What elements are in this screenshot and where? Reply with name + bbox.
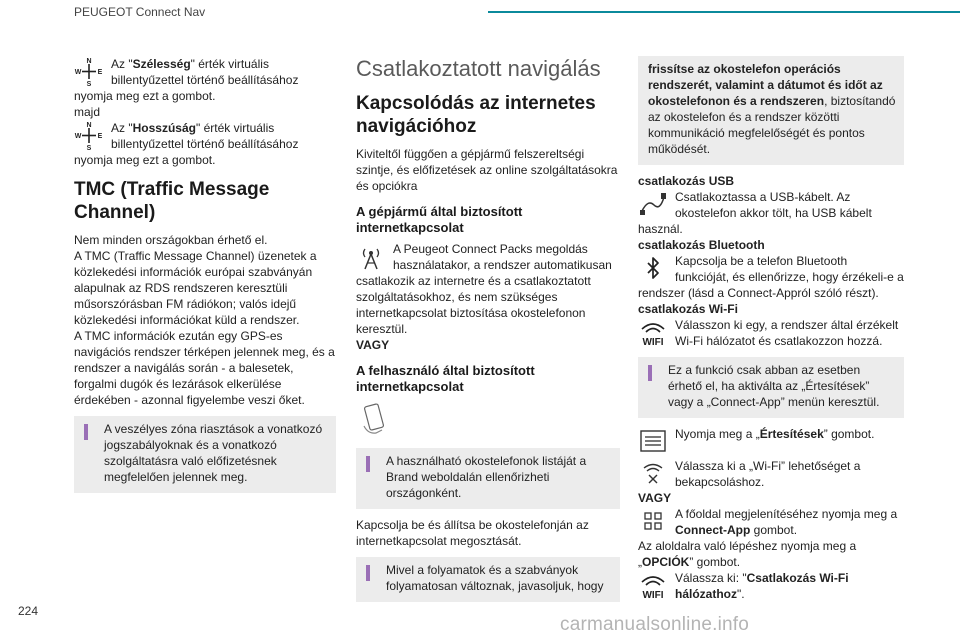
svg-text:S: S [86,81,92,86]
wifi-heading: csatlakozás Wi-Fi [638,302,738,316]
note-danger-zone: A veszélyes zóna riasztások a vonatkozó jogszabályoknak és a vonatkozó szolgáltatásra való előfizetésnek megfelelően jelennek meg. [74,416,336,493]
vagy-text: VAGY [638,491,672,505]
notifications-instruction: Nyomja meg a „Értesítések” gombot. [638,426,904,458]
vagy-text: VAGY [356,338,390,352]
watermark: carmanualsonline.info [560,614,750,635]
compass-icon[interactable] [74,120,104,150]
vehicle-connection-text: A Peugeot Connect Packs megoldás használatakor, a rendszer automatikusan csatlakozik az internetre és a csatlakoztatott szolgáltatásokhoz, és nem szükséges internetkapcsolat biztosítása okostelefonon keresztül. [356,242,612,336]
smartphone-hand-icon [356,400,394,438]
majd-text: majd [74,105,101,119]
wifi-instruction: WIFI Válasszon ki egy, a rendszer által érzékelt Wi-Fi hálózatot és csatlakozzon hozzá. [638,317,904,349]
connection-heading: Kapcsolódás az internetes navigációhoz [356,93,596,137]
usb-heading: csatlakozás USB [638,174,735,188]
tmc-availability: Nem minden országokban érhető el. [74,233,268,247]
smartphone-illustration [356,400,620,440]
connect-app-instruction: A főoldal megjelenítéséhez nyomja meg a Connect-App gombot. [638,506,904,538]
bluetooth-instruction: Kapcsolja be a telefon Bluetooth funkcióját, és ellenőrizze, hogy érzékeli-e a rendszer (lásd a Connect-Appról szóló részt). [638,254,904,300]
svg-text:S: S [86,145,92,150]
notifications-icon[interactable] [638,426,668,456]
share-instruction: Kapcsolja be és állítsa be okostelefonján az internetkapcsolat megosztását. [356,518,589,548]
page-number: 224 [18,604,39,618]
tmc-description: A TMC (Traffic Message Channel) üzenetek a közlekedési információk európai szabványán alapulnak az RDS rendszeren keresztüli műsorszórásban FM rádiókon; valós idejű közlekedési információkat küld a rendszer. [74,249,317,327]
wifi-icon[interactable] [638,570,668,600]
note-function-availability: Ez a funkció csak abban az esetben érhető el, ha aktiválta az „Értesítések” vagy a „Connect-App” menün keresztül. [638,357,904,418]
note-smartphone-list: A használható okostelefonok listáját a Brand weboldalán ellenőrizheti országonként. [356,448,620,509]
usb-instruction: Csatlakoztassa a USB-kábelt. Az okostelefon akkor tölt, ha USB kábelt használ. [638,190,872,236]
apps-grid-icon[interactable] [638,506,668,536]
latitude-instruction: N S W E Az "Szélesség" érték virtuális billentyűzettel történő beállításához nyomja meg ezt a gombot. [74,57,299,103]
wifi-select-instruction: Válassza ki a „Wi-Fi” lehetőséget a bekapcsoláshoz. [638,458,904,490]
wifi-toggle-icon[interactable] [638,458,668,488]
user-connection-heading: A felhasználó által biztosított internetkapcsolat [356,363,535,394]
running-header: PEUGEOT Connect Nav [74,5,206,19]
connection-intro: Kiviteltől függően a gépjármű felszereltségi szintje, és előfizetések az online szolgáltatásokra és opciókra [356,147,618,193]
bluetooth-heading: csatlakozás Bluetooth [638,238,765,252]
column-1 [74,56,336,501]
usb-cable-icon [638,189,668,219]
note-update-continued: frissítse az okostelefon operációs rendszerét, valamint a dátumot és időt az okostelefonon és a rendszeren, biztosítandó az okostelefon és a rendszer közötti kommunikáció megfelelőségét és pontos működését. [638,56,904,165]
options-instruction: Az aloldalra való lépéshez nyomja meg a „OPCIÓK” gombot. [638,539,857,569]
svg-text:E: E [97,133,103,140]
header-accent-bar [488,11,960,13]
svg-text:N: N [86,122,92,129]
section-title: Csatlakoztatott navigálás [356,56,601,81]
column-3 [638,56,904,602]
wifi-icon[interactable] [638,317,668,347]
svg-text:W: W [74,69,82,76]
svg-text:E: E [97,69,103,76]
svg-text:WIFI: WIFI [642,590,664,600]
svg-text:W: W [74,133,82,140]
tmc-usage: A TMC információk ezután egy GPS-es navigációs rendszer térképen jelennek meg, és a rendszer a navigálás során - a balesetek, forgalmi dugók és lezárások elkerülése érdekében - azonnal figyelembe veszi őket. [74,329,335,407]
svg-text:WIFI: WIFI [642,337,664,347]
longitude-instruction: N S W E Az "Hosszúság" érték virtuális billentyűzettel történő beállításához nyomja meg ezt a gombot. [74,121,299,167]
column-2 [356,56,620,610]
vehicle-connection-heading: A gépjármű által biztosított internetkapcsolat [356,204,523,235]
bluetooth-icon[interactable] [638,253,668,283]
tmc-heading: TMC (Traffic Message Channel) [74,179,270,223]
wifi-connect-instruction: WIFI Válassza ki: "Csatlakozás Wi-Fi hálózathoz". [638,570,904,602]
note-standards: Mivel a folyamatok és a szabványok folyamatosan változnak, javasoljuk, hogy [356,557,620,602]
antenna-icon [356,241,386,271]
svg-text:N: N [86,58,92,65]
compass-icon[interactable] [74,56,104,86]
